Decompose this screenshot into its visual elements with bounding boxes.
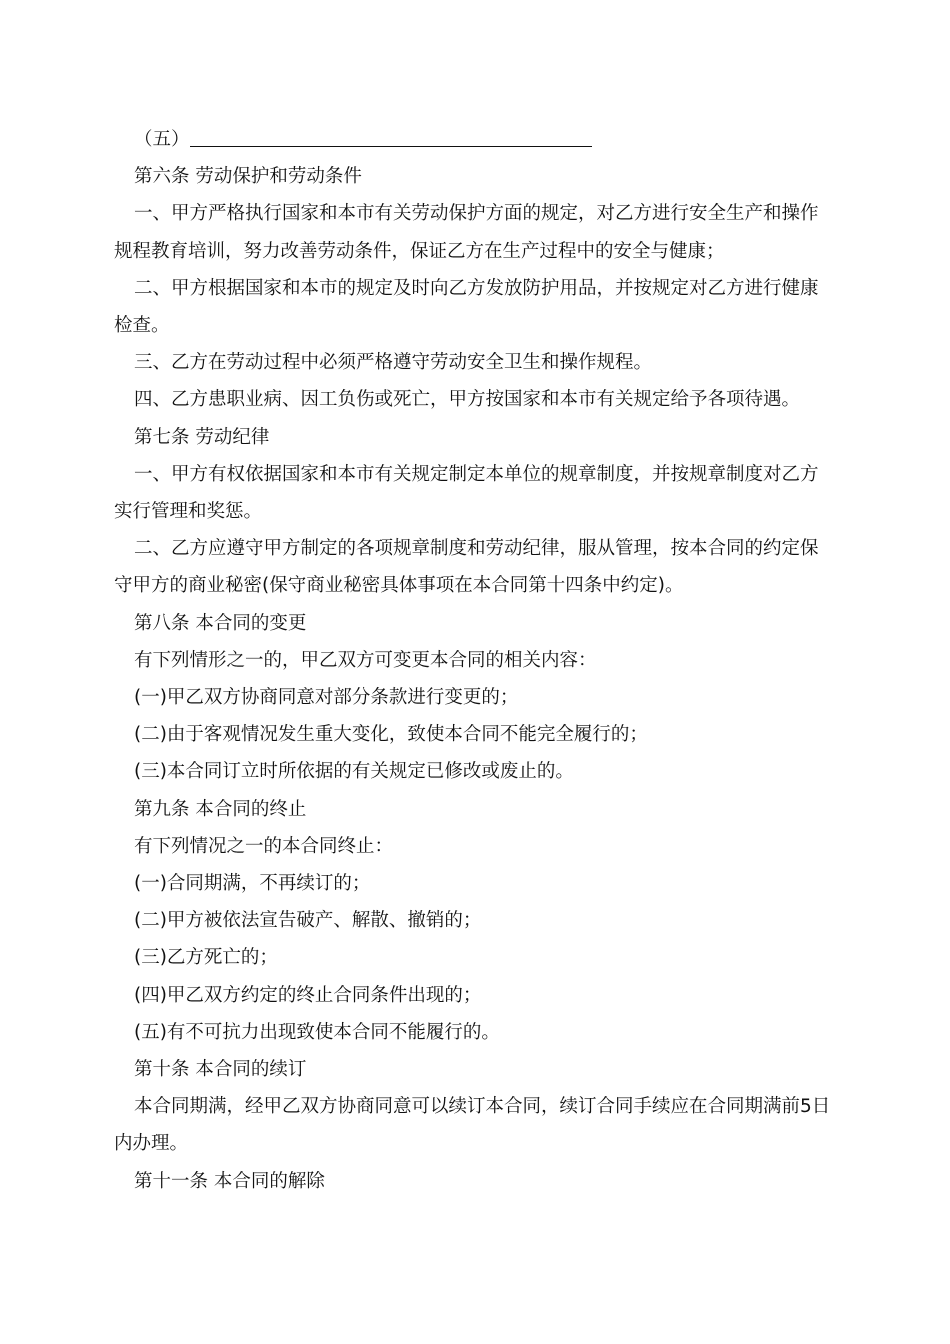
- article-11-heading: 第十一条 本合同的解除: [134, 1170, 325, 1192]
- blank-underline: [190, 126, 592, 147]
- list-item: (三)本合同订立时所依据的有关规定已修改或废止的。: [134, 761, 574, 783]
- paragraph: 一、甲方有权依据国家和本市有关规定制定本单位的规章制度，并按规章制度对乙方实行管理和奖惩。: [114, 463, 819, 523]
- list-item: (一)甲乙双方协商同意对部分条款进行变更的；: [134, 687, 519, 709]
- document-body: [114, 121, 836, 1200]
- article-6-heading: 第六条 劳动保护和劳动条件: [134, 166, 362, 188]
- paragraph: 一、甲方严格执行国家和本市有关劳动保护方面的规定，对乙方进行安全生产和操作规程教育培训，努力改善劳动条件，保证乙方在生产过程中的安全与健康；: [114, 203, 819, 262]
- fill-in-line: [114, 121, 836, 158]
- list-item: (五)有不可抗力出现致使本合同不能履行的。: [134, 1021, 500, 1043]
- paragraph: 二、乙方应遵守甲方制定的各项规章制度和劳动纪律，服从管理，按本合同的约定保守甲方的商业秘密(保守商业秘密具体事项在本合同第十四条中约定)。: [114, 538, 819, 597]
- article-10-heading: 第十条 本合同的续订: [134, 1059, 307, 1081]
- paragraph: 有下列情况之一的本合同终止：: [134, 835, 394, 857]
- paragraph: 有下列情形之一的，甲乙双方可变更本合同的相关内容：: [134, 649, 597, 671]
- paragraph: 四、乙方患职业病、因工负伤或死亡，甲方按国家和本市有关规定给予各项待遇。: [134, 389, 801, 411]
- paragraph: 本合同期满，经甲乙双方协商同意可以续订本合同，续订合同手续应在合同期满前5日内办理。: [114, 1096, 831, 1155]
- fill-in-label: （五）: [134, 129, 190, 150]
- list-item: (四)甲乙双方约定的终止合同条件出现的；: [134, 984, 482, 1006]
- list-item: (一)合同期满，不再续订的；: [134, 873, 371, 895]
- article-7-heading: 第七条 劳动纪律: [134, 426, 270, 448]
- list-item: (二)甲方被依法宣告破产、解散、撤销的；: [134, 910, 482, 932]
- article-8-heading: 第八条 本合同的变更: [134, 612, 307, 634]
- list-item: (二)由于客观情况发生重大变化，致使本合同不能完全履行的；: [134, 724, 648, 746]
- list-item: (三)乙方死亡的；: [134, 947, 278, 969]
- article-9-heading: 第九条 本合同的终止: [134, 798, 307, 820]
- paragraph: 三、乙方在劳动过程中必须严格遵守劳动安全卫生和操作规程。: [134, 352, 653, 374]
- paragraph: 二、甲方根据国家和本市的规定及时向乙方发放防护用品，并按规定对乙方进行健康检查。: [114, 277, 819, 337]
